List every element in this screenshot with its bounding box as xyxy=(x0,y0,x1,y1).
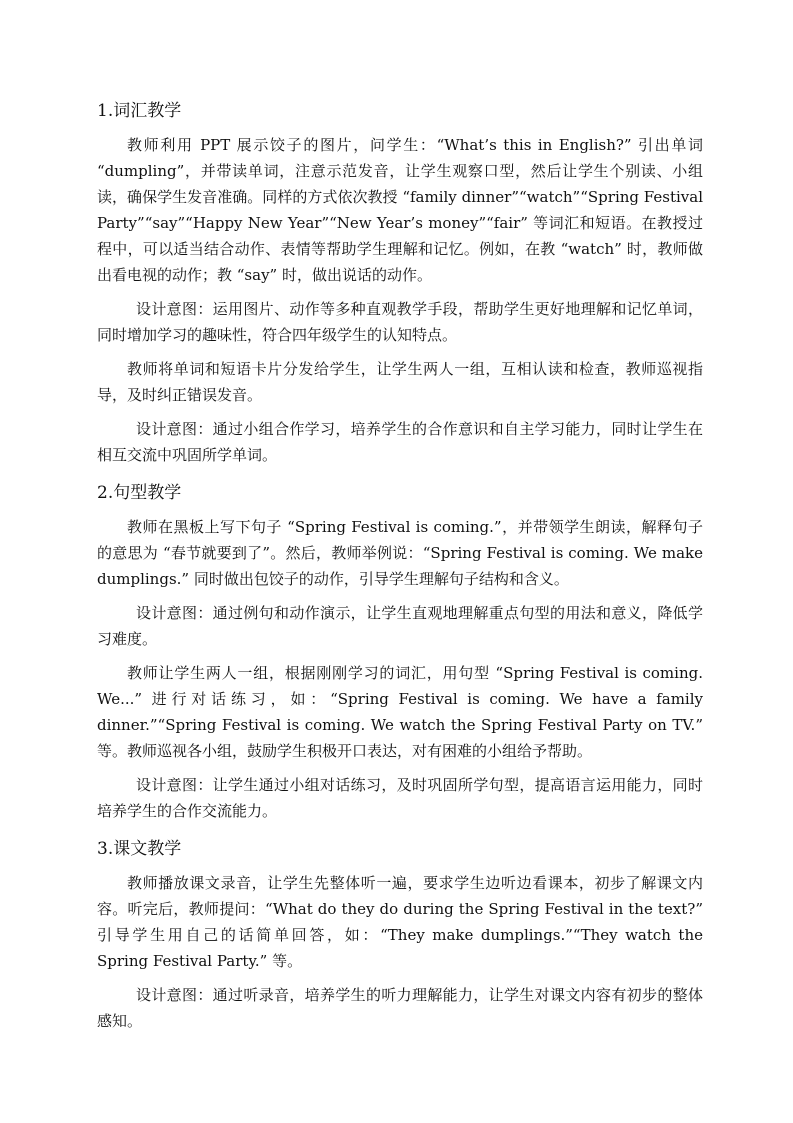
paragraph: 教师利用 PPT 展示饺子的图片，问学生：“What’s this in English?” 引出单词 “dumpling”，并带读单词，注意示范发音，让学生观察口型，然后让学生个别读、小组读，确保学生发音准确。同样的方式依次教授 “family dinner”“watch”“Spring Festival Party”“say”“Happy New Year”“New Year’s money”“fair” 等词汇和短语。在教授过程中，可以适当结合动作、表情等帮助学生理解和记忆。例如，在教 “watch” 时，教师做出看电视的动作；教 “say” 时，做出说话的动作。 xyxy=(97,136,703,284)
paragraph: 教师播放课文录音，让学生先整体听一遍，要求学生边听边看课本，初步了解课文内容。听完后，教师提问：“What do they do during the Spring Festival in the text?” 引导学生用自己的话简单回答，如：“They make dumplings.”“They watch the Spring Festival Party.” 等。 xyxy=(97,874,703,970)
document-page xyxy=(97,98,703,1042)
design-intent-paragraph: 设计意图：通过小组合作学习，培养学生的合作意识和自主学习能力，同时让学生在相互交流中巩固所学单词。 xyxy=(97,420,703,464)
section-sentence-patterns xyxy=(97,480,703,824)
paragraph: 教师将单词和短语卡片分发给学生，让学生两人一组，互相认读和检查，教师巡视指导，及时纠正错误发音。 xyxy=(97,360,703,404)
paragraph: 教师在黑板上写下句子 “Spring Festival is coming.”，并带领学生朗读，解释句子的意思为 “春节就要到了”。然后，教师举例说：“Spring Festival is coming. We make dumplings.” 同时做出包饺子的动作，引导学生理解句子结构和含义。 xyxy=(97,518,703,588)
paragraph: 教师让学生两人一组，根据刚刚学习的词汇，用句型 “Spring Festival is coming. We...” 进行对话练习，如：“Spring Festival is coming. We have a family dinner.”“Spring Festival is coming. We watch the Spring Festival Party on TV.” 等。教师巡视各小组，鼓励学生积极开口表达，对有困难的小组给予帮助。 xyxy=(97,664,703,760)
section-text-teaching xyxy=(97,836,703,1034)
section-heading: 2.句型教学 xyxy=(97,483,182,503)
section-heading: 3.课文教学 xyxy=(97,839,182,859)
section-heading: 1.词汇教学 xyxy=(97,101,182,121)
design-intent-paragraph: 设计意图：通过例句和动作演示，让学生直观地理解重点句型的用法和意义，降低学习难度。 xyxy=(97,604,703,648)
design-intent-paragraph: 设计意图：通过听录音，培养学生的听力理解能力，让学生对课文内容有初步的整体感知。 xyxy=(97,986,703,1030)
design-intent-paragraph: 设计意图：让学生通过小组对话练习，及时巩固所学句型，提高语言运用能力，同时培养学生的合作交流能力。 xyxy=(97,776,703,820)
design-intent-paragraph: 设计意图：运用图片、动作等多种直观教学手段，帮助学生更好地理解和记忆单词，同时增加学习的趣味性，符合四年级学生的认知特点。 xyxy=(97,300,703,344)
section-vocabulary xyxy=(97,98,703,468)
